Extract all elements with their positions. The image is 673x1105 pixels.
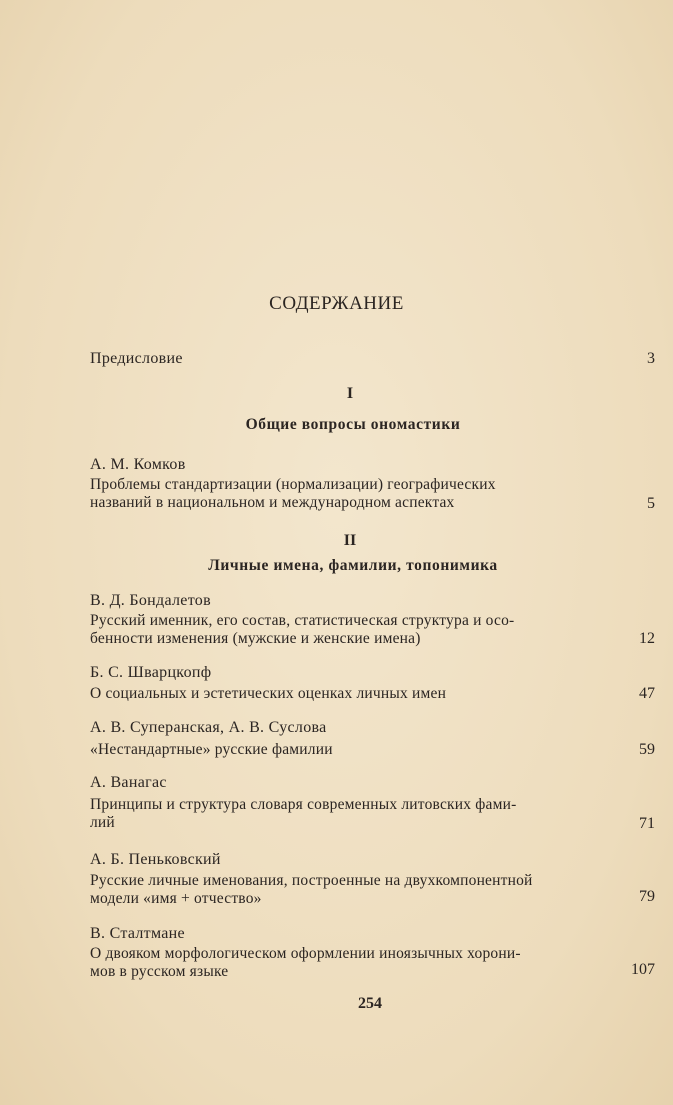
entry-title [90,685,602,703]
entry-page: 59 [639,741,655,758]
entry-title-line: Русские личные именования, построенные на двухкомпонентной [90,872,533,889]
entry-page: 79 [639,888,655,905]
section-2-number: II [343,532,357,549]
entry-title-line: Проблемы стандартизации (нормализации) географических [90,476,496,493]
entry-title-line: О двояком морфологическом оформлении иноязычных хорони- [90,945,521,962]
entry-page: 107 [631,961,655,978]
entry-title [90,945,602,981]
entry-title-line: модели «имя + отчество» [90,890,262,907]
entry-title-line: О социальных и эстетических оценках личных имен [90,685,447,702]
section-1-number: I [346,385,354,402]
entry-author: Б. С. Шварцкопф [90,664,212,681]
entry-author: А. М. Комков [90,456,186,473]
preface-page: 3 [647,350,655,367]
entry-author: А. В. Суперанская, А. В. Суслова [90,719,327,736]
entry-title [90,741,602,759]
entry-title-line: Принципы и структура словаря современных литовских фами- [90,796,517,813]
section-1-title: Общие вопросы ономастики [245,416,461,433]
page-number: 254 [358,995,382,1012]
entry-title [90,796,602,832]
entry-author: В. Сталтмане [90,925,185,942]
entry-title-line: названий в национальном и международном аспектах [90,494,455,511]
entry-title-line: лий [90,814,115,831]
entry-title-line: «Нестандартные» русские фамилии [90,741,333,758]
preface-label: Предисловие [90,350,183,367]
toc-heading: СОДЕРЖАНИЕ [269,293,404,314]
section-2-title: Личные имена, фамилии, топонимика [208,557,498,574]
entry-author: А. Ванагас [90,774,167,791]
entry-page: 12 [639,630,655,647]
entry-title-line: мов в русском языке [90,963,229,980]
entry-author: В. Д. Бондалетов [90,592,211,609]
entry-title [90,872,602,908]
entry-title-line: Русский именник, его состав, статистическая структура и осо- [90,612,515,629]
entry-title [90,476,602,512]
entry-author: А. Б. Пеньковский [90,851,221,868]
entry-page: 47 [639,685,655,702]
entry-title-line: бенности изменения (мужские и женские имена) [90,630,421,647]
entry-page: 71 [639,815,655,832]
entry-title [90,612,602,648]
entry-page: 5 [647,495,655,512]
